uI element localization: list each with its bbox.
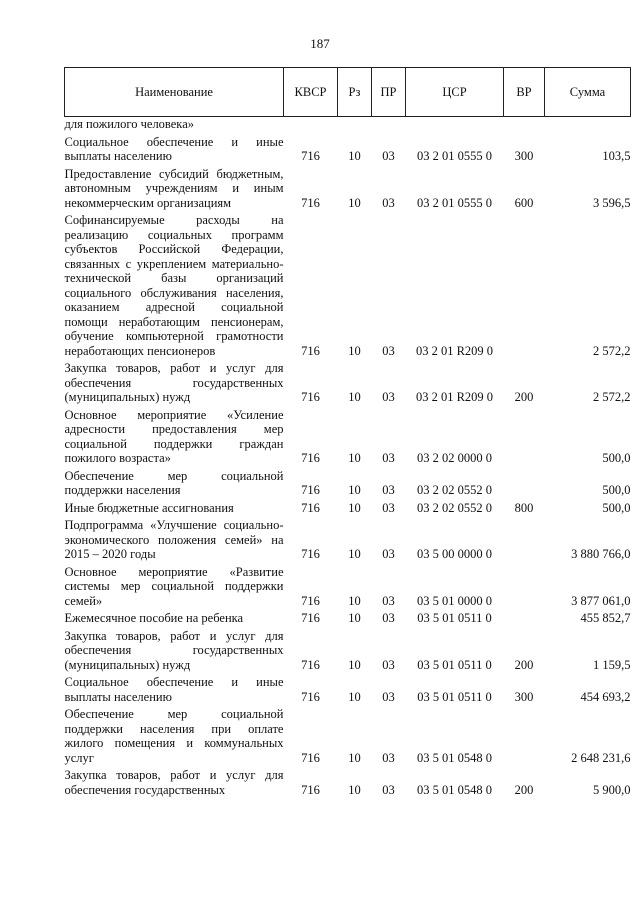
- row-pr: [372, 117, 406, 132]
- table-row: [65, 210, 631, 358]
- row-csr: 03 2 01 R209 0: [415, 343, 494, 358]
- row-vr: 600: [514, 195, 534, 210]
- row-kvsr: 716: [301, 547, 320, 561]
- row-kvsr: 716: [301, 343, 320, 358]
- row-pr: 03: [382, 657, 395, 672]
- budget-table: [64, 67, 631, 797]
- row-name: Основное мероприятие «Усиление адресности предоставления мер социальной поддержки граждан пожилого возраста»: [64, 407, 284, 465]
- row-rz: 10: [348, 149, 361, 163]
- row-name: Закупка товаров, работ и услуг для обеспечения государственных (муниципальных) нужд: [64, 628, 284, 672]
- row-name: Софинансируемые расходы на реализацию социальных программ субъектов Российской Федерации, связанных с укреплением материально-технической базы организаций социального обслуживания населения, оказанием адресной социальной помощи неработающим пенсионерам, обучение компьютерной грамотности неработающих пенсионеров: [64, 213, 284, 358]
- row-sum: 3 877 061,0: [571, 593, 631, 608]
- row-rz: [338, 117, 372, 132]
- row-csr: 03 5 01 0511 0: [417, 689, 492, 704]
- header-name: Наименование: [65, 68, 284, 117]
- row-name: Социальное обеспечение и иные выплаты населению: [64, 134, 284, 163]
- row-pr: 03: [382, 689, 395, 704]
- row-kvsr: 716: [301, 149, 320, 163]
- row-name: Социальное обеспечение и иные выплаты населению: [64, 675, 284, 704]
- row-kvsr: 716: [301, 195, 320, 210]
- row-sum: 3 880 766,0: [571, 547, 631, 561]
- row-vr: 200: [514, 657, 534, 672]
- row-vr: [504, 704, 545, 765]
- row-csr: 03 5 00 0000 0: [417, 547, 492, 561]
- row-vr: 300: [514, 689, 534, 704]
- row-rz: 10: [348, 750, 361, 765]
- header-csr: ЦСР: [406, 68, 504, 117]
- row-sum: [545, 117, 631, 132]
- row-sum: 3 596,5: [593, 195, 631, 210]
- table-row: [65, 515, 631, 562]
- table-header-row: [65, 68, 631, 117]
- row-kvsr: 716: [301, 689, 320, 704]
- table-row: [65, 704, 631, 765]
- row-name: Ежемесячное пособие на ребенка: [64, 611, 244, 625]
- row-vr: [504, 608, 545, 626]
- row-pr: 03: [382, 547, 395, 561]
- header-rz: Рз: [338, 68, 372, 117]
- row-kvsr: 716: [301, 483, 320, 497]
- row-rz: 10: [348, 390, 361, 404]
- row-vr: [504, 562, 545, 609]
- row-rz: 10: [348, 451, 361, 465]
- row-rz: 10: [348, 500, 361, 515]
- table-row: [65, 164, 631, 211]
- row-csr: 03 2 01 R209 0: [415, 390, 494, 404]
- row-csr: 03 5 01 0511 0: [417, 611, 492, 625]
- table-row: [65, 562, 631, 609]
- header-sum: Сумма: [545, 68, 631, 117]
- row-name: Закупка товаров, работ и услуг для обеспечения государственных: [64, 768, 284, 797]
- row-vr: 800: [514, 500, 534, 515]
- table-row: [65, 117, 631, 132]
- row-kvsr: 716: [301, 390, 320, 404]
- row-rz: 10: [348, 782, 361, 797]
- row-sum: 1 159,5: [593, 657, 631, 672]
- row-rz: 10: [348, 611, 361, 625]
- row-name: для пожилого человека»: [64, 117, 194, 131]
- row-kvsr: 716: [301, 451, 320, 465]
- header-vr: ВР: [504, 68, 545, 117]
- row-csr: 03 2 02 0552 0: [417, 483, 492, 497]
- row-pr: 03: [382, 611, 395, 625]
- row-name: Закупка товаров, работ и услуг для обеспечения государственных (муниципальных) нужд: [64, 361, 284, 404]
- row-sum: 103,5: [602, 149, 631, 163]
- header-pr: ПР: [372, 68, 406, 117]
- row-pr: 03: [382, 451, 395, 465]
- row-csr: 03 5 01 0548 0: [417, 750, 492, 765]
- row-pr: 03: [382, 750, 395, 765]
- table-row: [65, 626, 631, 673]
- row-csr: 03 2 01 0555 0: [417, 195, 492, 210]
- row-pr: 03: [382, 149, 395, 163]
- table-row: [65, 405, 631, 466]
- table-body: [65, 117, 631, 798]
- row-rz: 10: [348, 547, 361, 561]
- table-row: [65, 498, 631, 516]
- row-rz: 10: [348, 343, 361, 358]
- row-rz: 10: [348, 483, 361, 497]
- row-vr: [504, 515, 545, 562]
- row-csr: 03 5 01 0548 0: [417, 782, 492, 797]
- table-row: [65, 466, 631, 498]
- row-csr: 03 2 02 0000 0: [417, 451, 492, 465]
- header-kvsr: КВСР: [284, 68, 338, 117]
- row-sum: 2 648 231,6: [571, 750, 631, 765]
- row-name: Обеспечение мер социальной поддержки населения: [64, 468, 284, 497]
- row-name: Предоставление субсидий бюджетным, автономным учреждениям и иным некоммерческим организациям: [64, 166, 284, 210]
- row-kvsr: 716: [301, 500, 320, 515]
- row-pr: 03: [382, 195, 395, 210]
- row-kvsr: 716: [301, 750, 320, 765]
- row-name: Обеспечение мер социальной поддержки населения при оплате жилого помещения и коммунальных услуг: [64, 707, 284, 765]
- row-pr: 03: [382, 483, 395, 497]
- row-sum: 500,0: [602, 451, 631, 465]
- row-sum: 455 852,7: [580, 611, 631, 625]
- row-csr: 03 5 01 0511 0: [417, 657, 492, 672]
- row-kvsr: [284, 117, 338, 132]
- row-name: Основное мероприятие «Развитие системы мер социальной поддержки семей»: [64, 564, 284, 608]
- row-vr: [504, 405, 545, 466]
- row-vr: [504, 117, 545, 132]
- row-sum: 2 572,2: [593, 343, 631, 358]
- row-pr: 03: [382, 782, 395, 797]
- row-csr: [406, 117, 504, 132]
- row-rz: 10: [348, 657, 361, 672]
- row-kvsr: 716: [301, 593, 320, 608]
- row-sum: 2 572,2: [593, 390, 631, 404]
- row-pr: 03: [382, 343, 395, 358]
- row-vr: 200: [514, 390, 534, 404]
- table-row: [65, 765, 631, 797]
- table-row: [65, 358, 631, 405]
- row-sum: 5 900,0: [593, 782, 631, 797]
- row-name: Подпрограмма «Улучшение социально-экономического положения семей» на 2015 – 2020 годы: [64, 518, 284, 561]
- row-sum: 500,0: [602, 483, 631, 497]
- row-kvsr: 716: [301, 611, 320, 625]
- row-sum: 454 693,2: [580, 689, 631, 704]
- row-pr: 03: [382, 500, 395, 515]
- row-rz: 10: [348, 689, 361, 704]
- row-rz: 10: [348, 195, 361, 210]
- row-name: Иные бюджетные ассигнования: [64, 500, 234, 515]
- row-csr: 03 2 02 0552 0: [417, 500, 492, 515]
- row-pr: 03: [382, 390, 395, 404]
- row-pr: 03: [382, 593, 395, 608]
- row-sum: 500,0: [602, 500, 631, 515]
- row-csr: 03 2 01 0555 0: [417, 149, 492, 163]
- row-vr: [504, 466, 545, 498]
- row-vr: 200: [514, 782, 534, 797]
- table-row: [65, 132, 631, 164]
- page-number: 187: [310, 36, 330, 51]
- row-vr: [504, 210, 545, 358]
- row-kvsr: 716: [301, 782, 320, 797]
- row-kvsr: 716: [301, 657, 320, 672]
- row-csr: 03 5 01 0000 0: [417, 593, 492, 608]
- row-rz: 10: [348, 593, 361, 608]
- table-row: [65, 608, 631, 626]
- row-vr: 300: [514, 149, 534, 163]
- table-row: [65, 672, 631, 704]
